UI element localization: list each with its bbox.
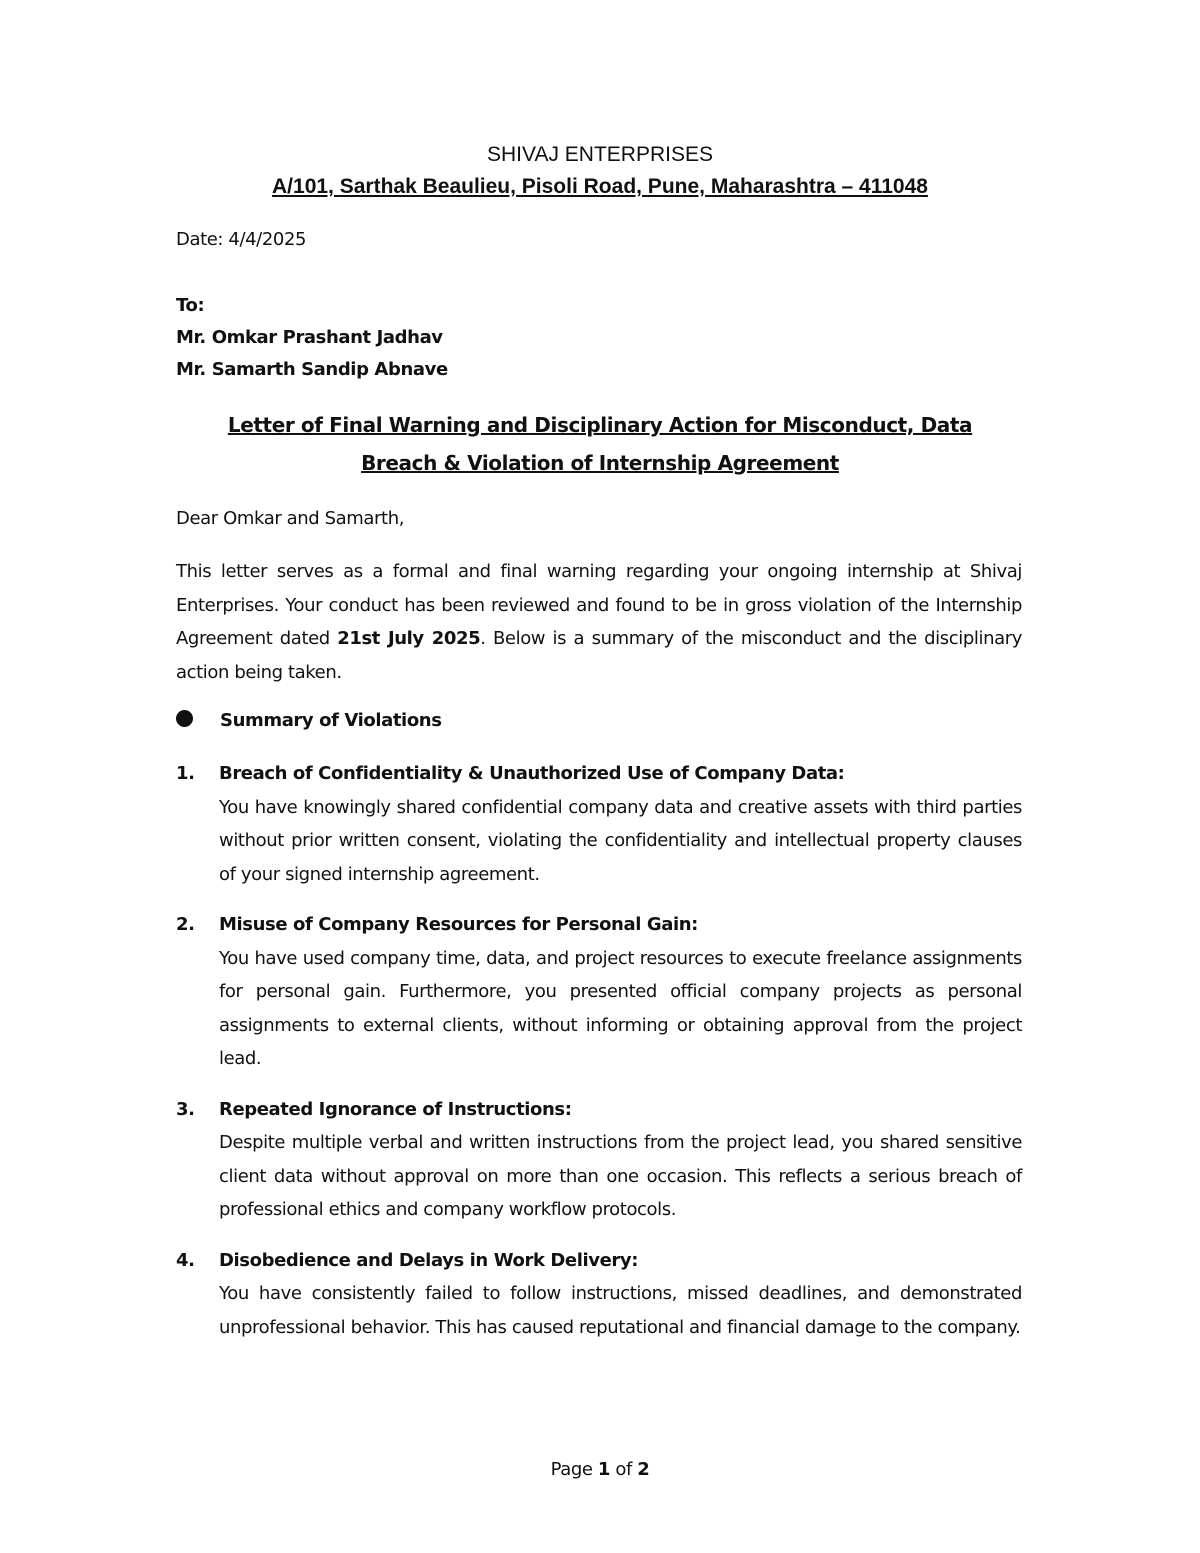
- intro-paragraph: [176, 555, 1022, 689]
- violation-title: Misuse of Company Resources for Personal Gain:: [219, 914, 698, 935]
- violation-title: Breach of Confidentiality & Unauthorized Use of Company Data:: [219, 763, 845, 784]
- violation-description: You have knowingly shared confidential company data and creative assets with third parties without prior written consent, violating the confidentiality and intellectual property clauses of your signed internship agreement.: [219, 796, 1022, 885]
- summary-heading-text: Summary of Violations: [220, 710, 442, 731]
- violation-description: You have consistently failed to follow instructions, missed deadlines, and demonstrated unprofessional behavior. This has caused reputational and financial damage to the company.: [219, 1283, 1022, 1338]
- summary-heading: [176, 706, 442, 736]
- salutation: Dear Omkar and Samarth,: [176, 508, 405, 529]
- page-footer: [0, 1456, 1200, 1484]
- recipient-name: Mr. Omkar Prashant Jadhav: [176, 327, 443, 348]
- violation-item: [176, 1244, 1022, 1345]
- recipients-block: [176, 290, 448, 386]
- to-label: To:: [176, 295, 205, 316]
- violation-item: [176, 757, 1022, 891]
- violation-description: You have used company time, data, and project resources to execute freelance assignments for personal gain. Furthermore, you presented official company projects as personal assignments to external clients, without informing or obtaining approval from the project lead.: [219, 947, 1022, 1069]
- company-address: A/101, Sarthak Beaulieu, Pisoli Road, Pune, Maharashtra – 411048: [272, 175, 928, 198]
- agreement-date: 21st July 2025: [337, 628, 481, 649]
- intro-text: . Below is a summary of the misconduct and the disciplinary action being taken.: [176, 628, 1022, 683]
- subject-line: Letter of Final Warning and Disciplinary Action for Misconduct, Data: [227, 413, 973, 437]
- letter-subject: [176, 406, 1024, 482]
- violation-number: 2.: [176, 914, 195, 935]
- violation-description: Despite multiple verbal and written instructions from the project lead, you shared sensitive client data without approval on more than one occasion. This reflects a serious breach of professional ethics and company workflow protocols.: [219, 1132, 1022, 1220]
- violation-title: Repeated Ignorance of Instructions:: [219, 1098, 572, 1120]
- current-page-number: 1: [597, 1459, 611, 1480]
- date-line: Date: 4/4/2025: [176, 229, 307, 250]
- recipient-name: Mr. Samarth Sandip Abnave: [176, 359, 448, 380]
- violation-item: [176, 908, 1022, 1076]
- subject-line: Breach & Violation of Internship Agreement: [361, 451, 839, 475]
- of-word: of: [615, 1459, 632, 1480]
- violations-list: [176, 757, 1022, 1361]
- intro-text: This letter serves as a formal and final warning regarding your ongoing internship at Shivaj Enterprises. Your conduct has been reviewed and found to be in gross violation of the Internship Agreement dated: [176, 561, 1022, 649]
- bullet-icon: [176, 710, 193, 727]
- page-word: Page: [550, 1459, 593, 1480]
- total-pages-number: 2: [637, 1459, 650, 1480]
- company-name: SHIVAJ ENTERPRISES: [487, 143, 713, 166]
- violation-number: 1.: [176, 763, 195, 784]
- violation-number: 4.: [176, 1249, 195, 1271]
- violation-item: [176, 1093, 1022, 1227]
- violation-number: 3.: [176, 1098, 195, 1120]
- violation-title: Disobedience and Delays in Work Delivery:: [219, 1249, 639, 1271]
